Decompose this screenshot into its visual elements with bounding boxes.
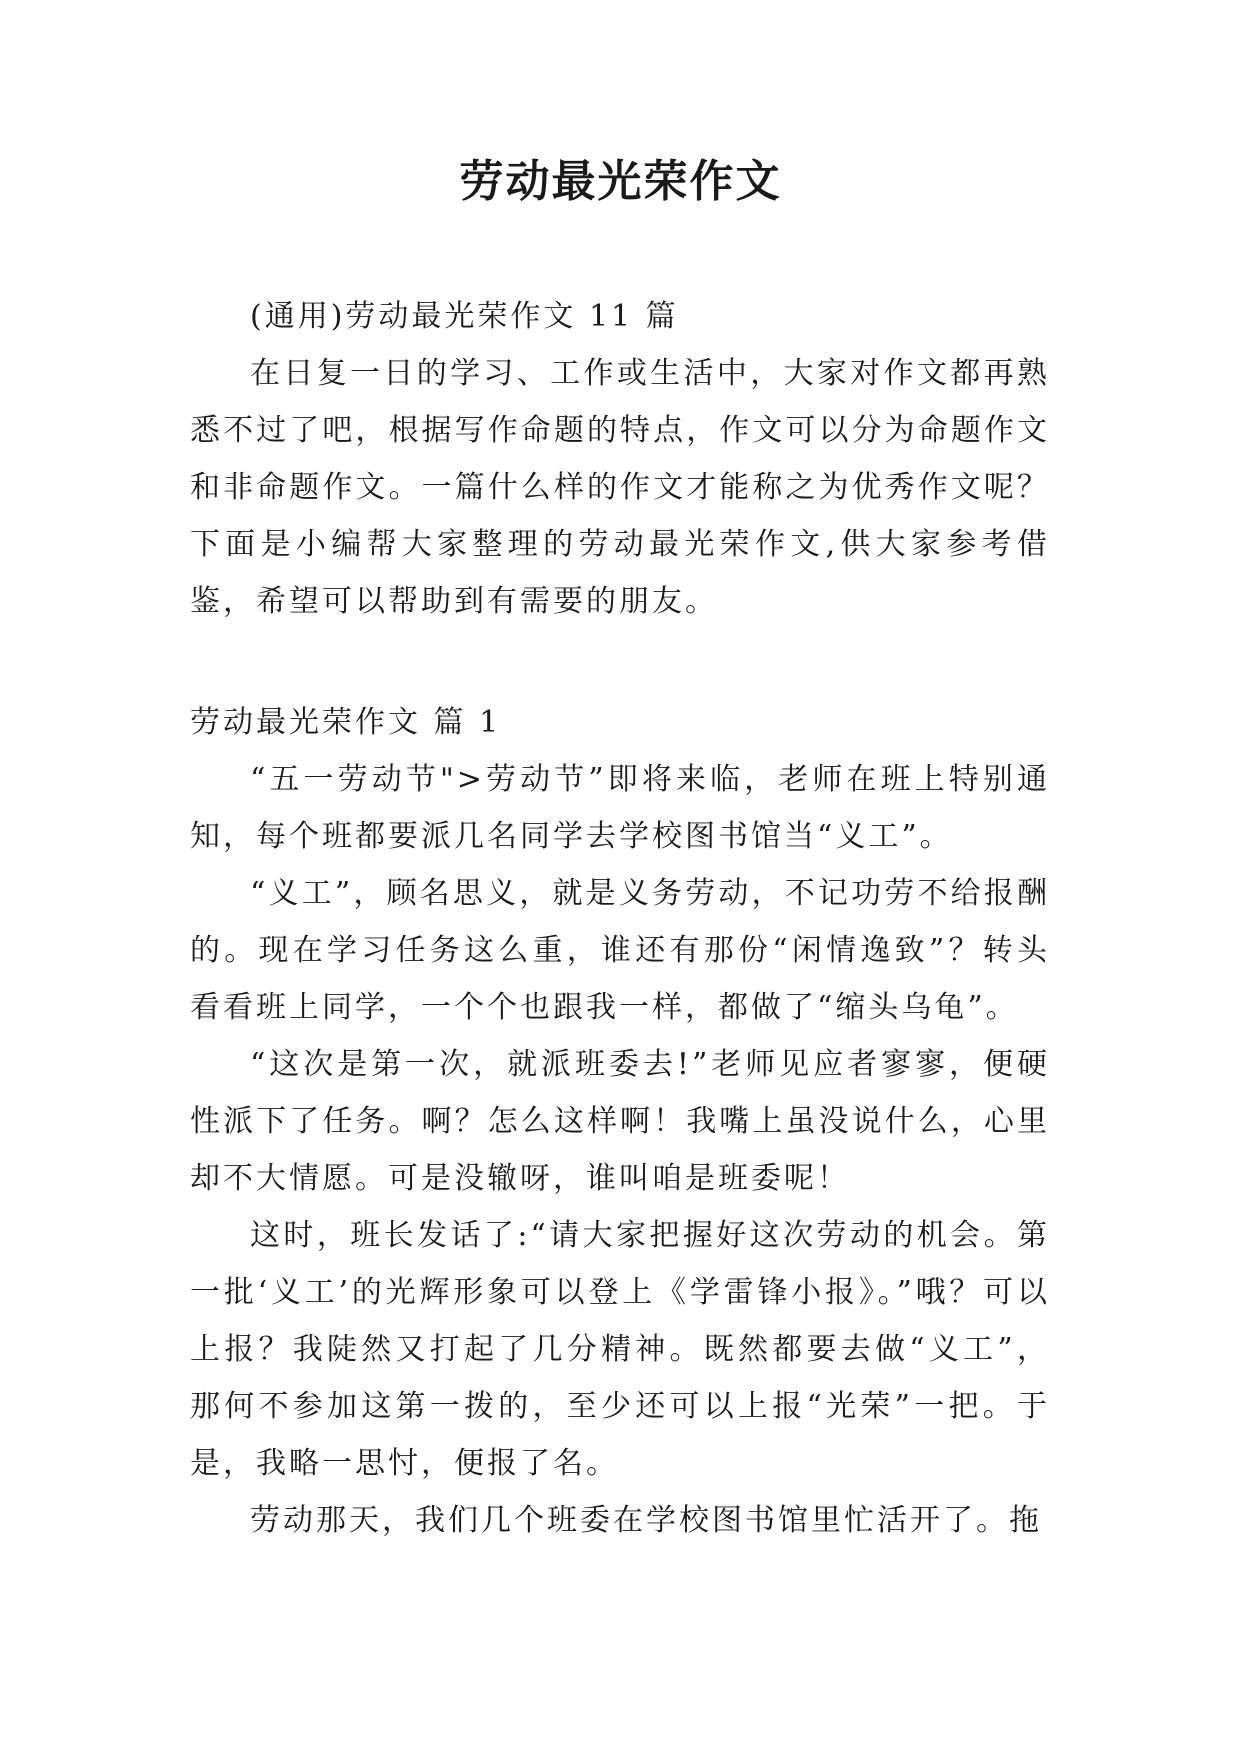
- body-paragraph: “这次是第一次，就派班委去!”老师见应者寥寥，便硬性派下了任务。啊？怎么这样啊！我嘴上虽没说什么，心里却不大情愿。可是没辙呀，谁叫咱是班委呢！: [190, 1047, 1050, 1196]
- section-heading: 劳动最光荣作文 篇 1: [190, 705, 502, 740]
- body-paragraph: 这时，班长发话了:“请大家把握好这次劳动的机会。第一批‘义工’的光辉形象可以登上《学雷锋小报》。”哦？可以上报？我陡然又打起了几分精神。既然都要去做“义工”，那何不参加这第一拨的，至少还可以上报“光荣”一把。于是，我略一思忖，便报了名。: [190, 1218, 1050, 1481]
- document-title: 劳动最光荣作文: [459, 156, 782, 207]
- document-subtitle: (通用)劳动最光荣作文 11 篇: [250, 299, 679, 334]
- body-paragraph: “义工”，顾名思义，就是义务劳动，不记功劳不给报酬的。现在学习任务这么重，谁还有那份“闲情逸致”？转头看看班上同学，一个个也跟我一样，都做了“缩头乌龟”。: [190, 876, 1050, 1025]
- body-paragraph: 劳动那天，我们几个班委在学校图书馆里忙活开了。拖: [250, 1503, 1042, 1538]
- intro-paragraph: 在日复一日的学习、工作或生活中，大家对作文都再熟悉不过了吧，根据写作命题的特点，作文可以分为命题作文和非命题作文。一篇什么样的作文才能称之为优秀作文呢？下面是小编帮大家整理的劳动最光荣作文,供大家参考借鉴，希望可以帮助到有需要的朋友。: [190, 356, 1050, 619]
- body-paragraph: “五一劳动节">劳动节”即将来临，老师在班上特别通知，每个班都要派几名同学去学校图书馆当“义工”。: [190, 762, 1050, 854]
